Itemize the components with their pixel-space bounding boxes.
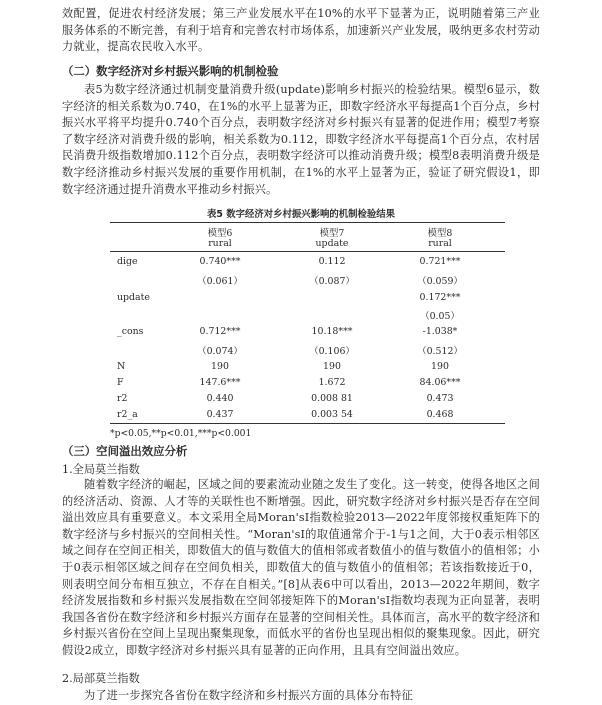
- table-cell: 0.003 54: [311, 409, 353, 420]
- table-caption: 表5 数字经济对乡村振兴影响的机制检验结果: [207, 209, 395, 220]
- table-cell: 84.06***: [419, 377, 461, 388]
- table-bottom-rule: [110, 423, 505, 424]
- row-label: N: [117, 361, 126, 372]
- table-top-rule: [110, 222, 505, 223]
- table-note: *p<0.05,**p<0.01,***p<0.001: [110, 428, 252, 439]
- header-variable: rural: [208, 238, 232, 249]
- section3-paragraph: 随着数字经济的崛起，区域之间的要素流动业随之发生了变化。这一转变，使得各地区之间的经济活动、资源、人才等的关联性也不断增强。因此，研究数字经济对乡村振兴是否存在空间溢出效应具有重要意义。本文采用全局Moran'sI指数检验2013—2022年度邻接权重矩阵下的数字经济与乡村振兴的空间相关性。“Moran'sI的取值通常介于-1与1之间，大于0表示相邻区域之间存在空间正相关，即数值大的值与数值大的值相邻或者数值小的值与数值小的值相邻；小于0表示相邻区域之间存在空间负相关，即数值大的值与数值小的值相邻；若该指数接近于0，则表明空间分布相互独立，不存在自相关。”[8]从表6中可以看出，2013—2022年期间，数字经济发展指数和乡村振兴发展指数在空间邻接矩阵下的Moran'sI指数均表现为正向显著，表明我国各省份在数字经济和乡村振兴方面存在显著的空间相关性。具体而言，高水平的数字经济和乡村振兴省份在空间上呈现出聚集现象，而低水平的省份也呈现出相似的聚集现象。因此，研究假设2成立，即数字经济对乡村振兴具有显著的正向作用，且具有空间溢出效应。: [62, 478, 540, 657]
- table-cell: 0.172***: [419, 292, 461, 303]
- table-cell: 147.6***: [199, 377, 241, 388]
- table-cell: （0.05）: [420, 311, 460, 322]
- table-cell: （0.061）: [197, 276, 243, 287]
- table-cell: -1.038*: [422, 326, 458, 337]
- table-cell: 10.18***: [311, 326, 353, 337]
- header-variable: rural: [428, 238, 452, 249]
- section3-title: （三）空间溢出效应分析: [62, 444, 188, 458]
- table-cell: （0.059）: [417, 276, 463, 287]
- table-cell: 0.721***: [419, 256, 461, 267]
- row-label: r2: [117, 393, 128, 404]
- table-header-rule: [110, 251, 505, 252]
- table-cell: 0.740***: [199, 256, 241, 267]
- header-model: 模型6: [207, 228, 233, 239]
- table-cell: 0.008 81: [311, 393, 353, 404]
- table-cell: （0.106）: [309, 346, 355, 357]
- table-cell: （0.074）: [197, 346, 243, 357]
- table-cell: 1.672: [318, 377, 346, 388]
- header-variable: update: [315, 238, 349, 249]
- cutoff-line: 为了进一步探究各省份在数字经济和乡村振兴方面的具体分布特征: [84, 689, 413, 702]
- subsection1-title: 1.全局莫兰指数: [62, 463, 140, 476]
- table-cell: （0.087）: [309, 276, 355, 287]
- subsection2-title: 2.局部莫兰指数: [62, 672, 140, 685]
- row-label: update: [117, 292, 150, 303]
- table-cell: 0.468: [426, 409, 454, 420]
- header-model: 模型8: [427, 228, 453, 239]
- table-cell: 190: [323, 361, 341, 372]
- table-cell: （0.512）: [417, 346, 463, 357]
- header-model: 模型7: [319, 228, 345, 239]
- section2-title: （二）数字经济对乡村振兴影响的机制检验: [62, 64, 279, 78]
- row-label: _cons: [117, 326, 144, 337]
- row-label: F: [117, 377, 124, 388]
- intro-paragraph: 效配置，促进农村经济发展；第三产业发展水平在10%的水平下显著为正，说明随着第三产业服务体系的不断完善，有利于培育和完善农村市场体系，加速新兴产业发展，吸纳更多农村劳动力就业，提高农民收入水平。: [62, 7, 540, 54]
- table-cell: 0.712***: [199, 326, 241, 337]
- table-cell: 190: [211, 361, 229, 372]
- section2-paragraph: 表5为数字经济通过机制变量消费升级(update)影响乡村振兴的检验结果。模型6显示，数字经济的相关系数为0.740，在1%的水平上显著为正，即数字经济水平每提高1个百分点，乡村振兴水平将平均提升0.740个百分点，表明数字经济对乡村振兴有显著的促进作用；模型7考察了数字经济对消费升级的影响，相关系数为0.112，即数字经济水平每提高1个百分点，农村居民消费升级指数增加0.112个百分点，表明数字经济可以推动消费升级；模型8表明消费升级是数字经济推动乡村振兴发展的重要作用机制，在1%的水平上显著为正，验证了研究假设1，即数字经济通过提升消费水平推动乡村振兴。: [62, 83, 540, 196]
- table-cell: 190: [431, 361, 449, 372]
- row-label: r2_a: [117, 409, 138, 420]
- row-label: dige: [117, 256, 138, 267]
- table-cell: 0.440: [206, 393, 234, 404]
- table-cell: 0.437: [206, 409, 234, 420]
- table-cell: 0.112: [318, 256, 346, 267]
- table-cell: 0.473: [426, 393, 454, 404]
